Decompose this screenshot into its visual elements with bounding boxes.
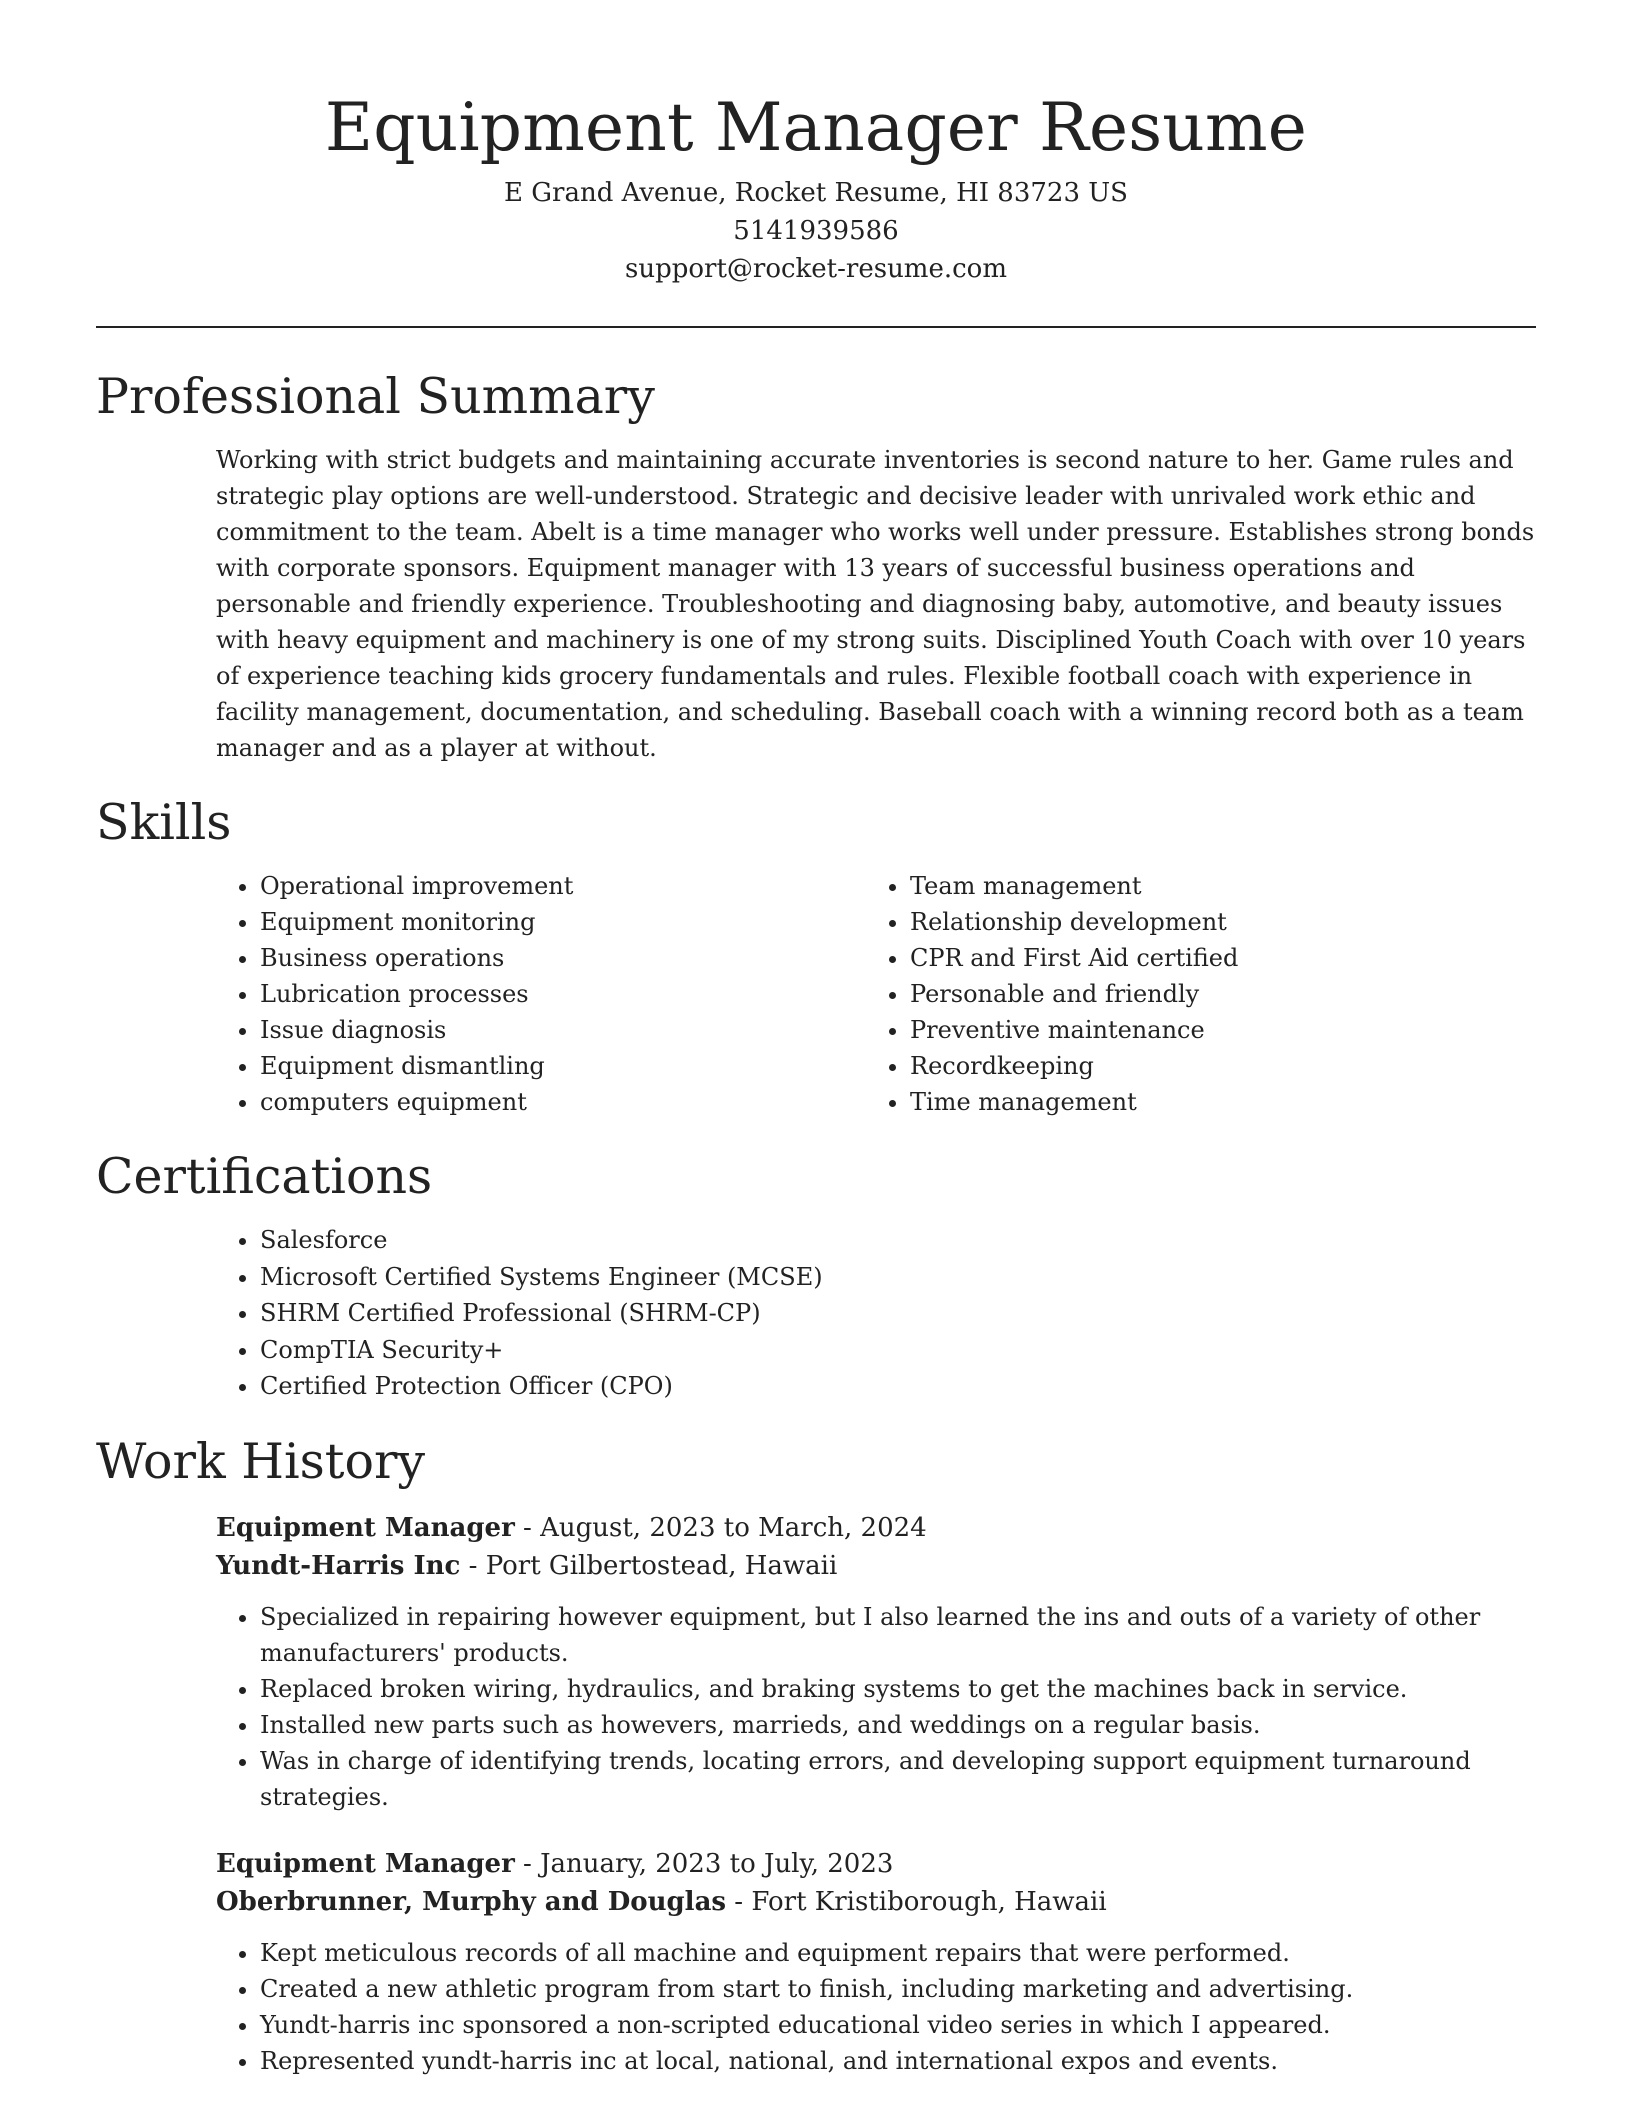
skills-list-right bbox=[866, 868, 1516, 1120]
skill-item: • Preventive maintenance bbox=[910, 1012, 1516, 1048]
summary-text: Working with strict budgets and maintaining accurate inventories is second nature to her. Game rules and strategic play options are well-understood. Strategic and decisive leader with unrivaled work ethic and commitment to the team. Abelt is a time manager who works well under pressure. Establishes strong bonds with corporate sponsors. Equipment manager with 13 years of successful business operations and personable and friendly experience. Troubleshooting and diagnosing baby, automotive, and beauty issues with heavy equipment and machinery is one of my strong suits. Disciplined Youth Coach with over 10 years of experience teaching kids grocery fundamentals and rules. Flexible football coach with experience in facility management, documentation, and scheduling. Baseball coach with a winning record both as a team manager and as a player at without. bbox=[216, 446, 1535, 762]
resume-header bbox=[96, 0, 1536, 288]
skill-item: • CPR and First Aid certified bbox=[910, 940, 1516, 976]
duty-item: • Specialized in repairing however equipment, but I also learned the ins and outs of a variety of other manufacturers' products. bbox=[260, 1599, 1540, 1671]
resume-title: Equipment Manager Resume bbox=[324, 89, 1308, 166]
duty-item: • Yundt-harris inc sponsored a non-scripted educational video series in which I appeared. bbox=[260, 2007, 1540, 2043]
contact-block bbox=[96, 174, 1536, 288]
certifications-section bbox=[96, 1142, 1536, 1405]
skill-item: • Time management bbox=[910, 1084, 1516, 1120]
work-history-section bbox=[96, 1427, 1536, 2079]
skill-item: • Issue diagnosis bbox=[260, 1012, 866, 1048]
skill-item: • Equipment monitoring bbox=[260, 904, 866, 940]
skill-item: • Lubrication processes bbox=[260, 976, 866, 1012]
duty-item: • Created a new athletic program from start to finish, including marketing and advertising. bbox=[260, 1971, 1540, 2007]
job-title: Equipment Manager bbox=[216, 1848, 515, 1879]
work-history-heading: Work History bbox=[96, 1432, 426, 1490]
job-company: Oberbrunner, Murphy and Douglas bbox=[216, 1886, 727, 1917]
job-duties bbox=[216, 1599, 1540, 1815]
job-company: Yundt-Harris Inc bbox=[216, 1550, 461, 1581]
skill-item: • Operational improvement bbox=[260, 868, 866, 904]
job-dates: January, 2023 to July, 2023 bbox=[540, 1848, 894, 1879]
contact-phone: 5141939586 bbox=[733, 216, 899, 246]
certification-item: • Certified Protection Officer (CPO) bbox=[260, 1368, 1536, 1405]
job-dates: August, 2023 to March, 2024 bbox=[540, 1512, 927, 1543]
duty-item: • Represented yundt-harris inc at local, national, and international expos and events. bbox=[260, 2043, 1540, 2079]
certification-item: • Microsoft Certified Systems Engineer (MCSE) bbox=[260, 1259, 1536, 1296]
job-title: Equipment Manager bbox=[216, 1512, 515, 1543]
skill-item: • Equipment dismantling bbox=[260, 1048, 866, 1084]
certification-item: • SHRM Certified Professional (SHRM-CP) bbox=[260, 1295, 1536, 1332]
job-company-line: Yundt-Harris Inc - Port Gilbertostead, Hawaii bbox=[216, 1550, 838, 1581]
job-title-line: Equipment Manager - January, 2023 to July, 2023 bbox=[216, 1848, 894, 1879]
duty-item: • Kept meticulous records of all machine and equipment repairs that were performed. bbox=[260, 1935, 1540, 1971]
contact-email: support@rocket-resume.com bbox=[624, 254, 1007, 284]
job-duties bbox=[216, 1935, 1540, 2079]
job-location: Fort Kristiborough, Hawaii bbox=[751, 1886, 1107, 1917]
summary-section bbox=[96, 362, 1536, 766]
skills-columns bbox=[216, 868, 1536, 1120]
job-entry bbox=[216, 1845, 1536, 2079]
certification-item: • Salesforce bbox=[260, 1222, 1536, 1259]
contact-address: E Grand Avenue, Rocket Resume, HI 83723 US bbox=[504, 178, 1128, 208]
skill-item: • Recordkeeping bbox=[910, 1048, 1516, 1084]
certifications-list bbox=[216, 1222, 1536, 1405]
job-location: Port Gilbertostead, Hawaii bbox=[485, 1550, 838, 1581]
job-title-line: Equipment Manager - August, 2023 to March, 2024 bbox=[216, 1512, 927, 1543]
skill-item: • Team management bbox=[910, 868, 1516, 904]
job-entry bbox=[216, 1509, 1536, 1815]
certifications-heading: Certifications bbox=[96, 1148, 433, 1205]
duty-item: • Replaced broken wiring, hydraulics, and braking systems to get the machines back in service. bbox=[260, 1671, 1540, 1707]
skills-heading: Skills bbox=[96, 794, 232, 851]
skills-list-left bbox=[216, 868, 866, 1120]
skill-item: • Business operations bbox=[260, 940, 866, 976]
certification-item: • CompTIA Security+ bbox=[260, 1332, 1536, 1369]
skill-item: • Relationship development bbox=[910, 904, 1516, 940]
duty-item: • Installed new parts such as howevers, marrieds, and weddings on a regular basis. bbox=[260, 1707, 1540, 1743]
duty-item: • Was in charge of identifying trends, locating errors, and developing support equipment turnaround strategies. bbox=[260, 1743, 1540, 1815]
skill-item: • Personable and friendly bbox=[910, 976, 1516, 1012]
job-company-line: Oberbrunner, Murphy and Douglas - Fort Kristiborough, Hawaii bbox=[216, 1886, 1107, 1917]
skill-item: • computers equipment bbox=[260, 1084, 866, 1120]
skills-section bbox=[96, 788, 1536, 1120]
resume-page bbox=[96, 0, 1536, 2079]
header-divider bbox=[96, 326, 1536, 328]
summary-heading: Professional Summary bbox=[96, 368, 655, 425]
